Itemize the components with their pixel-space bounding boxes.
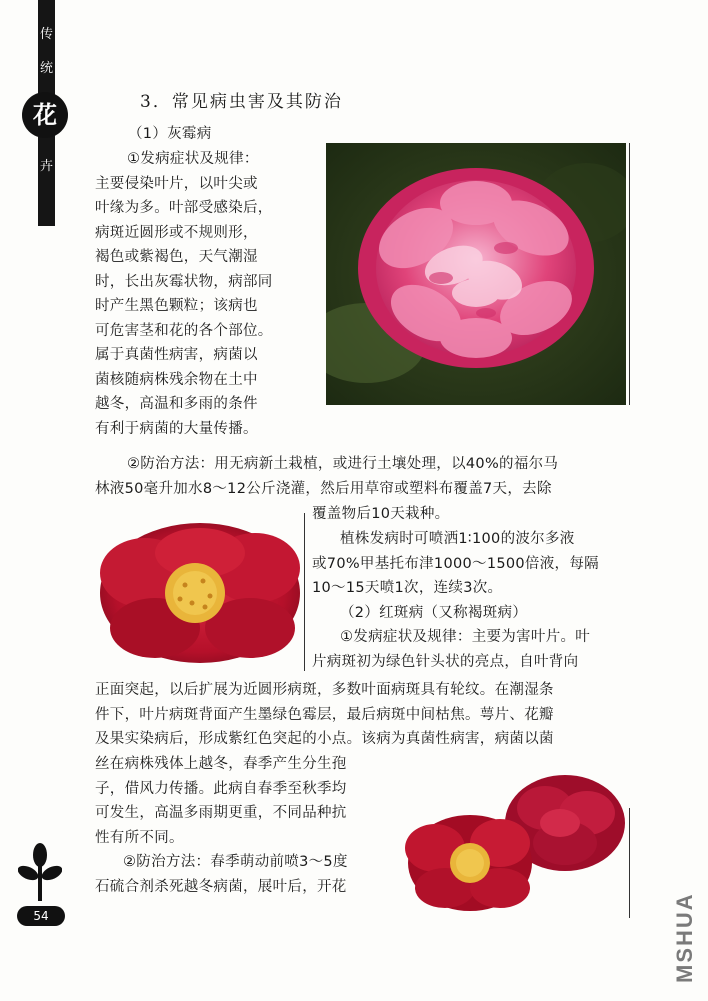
text-line: 褐色或紫褐色，天气潮湿 [95, 249, 258, 265]
wide-paragraph [95, 678, 554, 752]
control-line: ②防治方法：用无病新土栽植，或进行土壤处理，以40%的福尔马 [127, 456, 559, 472]
photo-border-line [629, 143, 630, 405]
text-line: 病斑近圆形或不规则形， [95, 224, 258, 241]
watermark: MSHUA [672, 892, 697, 983]
text-line: 菌核随病株残余物在土中 [95, 371, 258, 388]
text-line: ①发病症状及规律： [127, 151, 259, 167]
red-peonies-photo [405, 768, 627, 918]
symptom-paragraph [95, 147, 273, 441]
red-peony-photo [92, 513, 302, 673]
pink-peony-photo [326, 143, 626, 405]
text-line: 石硫合剂杀死越冬病菌，展叶后，开花 [95, 878, 347, 895]
subsection-title: （1）灰霉病 [128, 126, 212, 142]
text-line: 属于真菌性病害，病菌以 [95, 347, 258, 363]
section-heading: 3．常见病虫害及其防治 [140, 92, 343, 112]
photo-border-line [304, 513, 305, 671]
text-line: 主要侵染叶片，以叶尖或 [95, 175, 258, 192]
photo-border-line [629, 808, 630, 918]
text-line: 时，长出灰霉状物，病部同 [95, 273, 273, 290]
plant-icon [18, 843, 62, 901]
page-number: 54 [17, 906, 65, 926]
text-line: 性有所不同。 [95, 829, 184, 846]
text-line: 件下，叶片病斑背面产生墨绿色霉层，最后病斑中间枯焦。萼片、花瓣 [95, 706, 554, 723]
text-line: ①发病症状及规律：主要为害叶片。叶 [340, 629, 591, 645]
text-line: 子，借风力传播。此病自春季至秋季均 [95, 780, 347, 797]
sidebar-circle-char: 花 [22, 92, 68, 138]
subsection-title: （2）红斑病（又称褐斑病） [340, 604, 528, 621]
spray-paragraph [312, 527, 599, 674]
text-line: 可发生，高温多雨期更重，不同品种抗 [95, 805, 347, 821]
text-line: 可危害茎和花的各个部位。 [95, 322, 273, 339]
control-line: 覆盖物后10天栽种。 [312, 506, 450, 522]
text-line: 叶缘为多。叶部受感染后， [95, 200, 273, 216]
text-line: 植株发病时可喷洒1∶100的波尔多液 [340, 531, 575, 547]
text-line: 片病斑初为绿色针头状的亮点，自叶背向 [312, 653, 579, 670]
sidebar-char: 卉 [39, 159, 53, 174]
text-line: 时产生黑色颗粒；该病也 [95, 298, 258, 314]
text-line: ②防治方法：春季萌动前喷3～5度 [123, 854, 348, 870]
narrow-paragraph [95, 752, 348, 899]
text-line: 丝在病株残体上越冬，春季产生分生孢 [95, 756, 347, 772]
text-line: 越冬，高温和多雨的条件 [95, 396, 258, 412]
text-line: 有利于病菌的大量传播。 [95, 420, 258, 437]
sidebar-char: 传 [39, 27, 53, 42]
text-line: 及果实染病后，形成紫红色突起的小点。该病为真菌性病害，病菌以菌 [95, 731, 554, 747]
text-line: 10～15天喷1次，连续3次。 [312, 580, 503, 596]
text-line: 正面突起，以后扩展为近圆形病斑，多数叶面病斑具有轮纹。在潮湿条 [95, 682, 554, 698]
sidebar-char: 统 [39, 61, 53, 76]
text-line: 或70%甲基托布津1000～1500倍液，每隔 [312, 555, 599, 572]
control-line: 林液50毫升加水8～12公斤浇灌，然后用草帘或塑料布覆盖7天，去除 [95, 481, 552, 497]
